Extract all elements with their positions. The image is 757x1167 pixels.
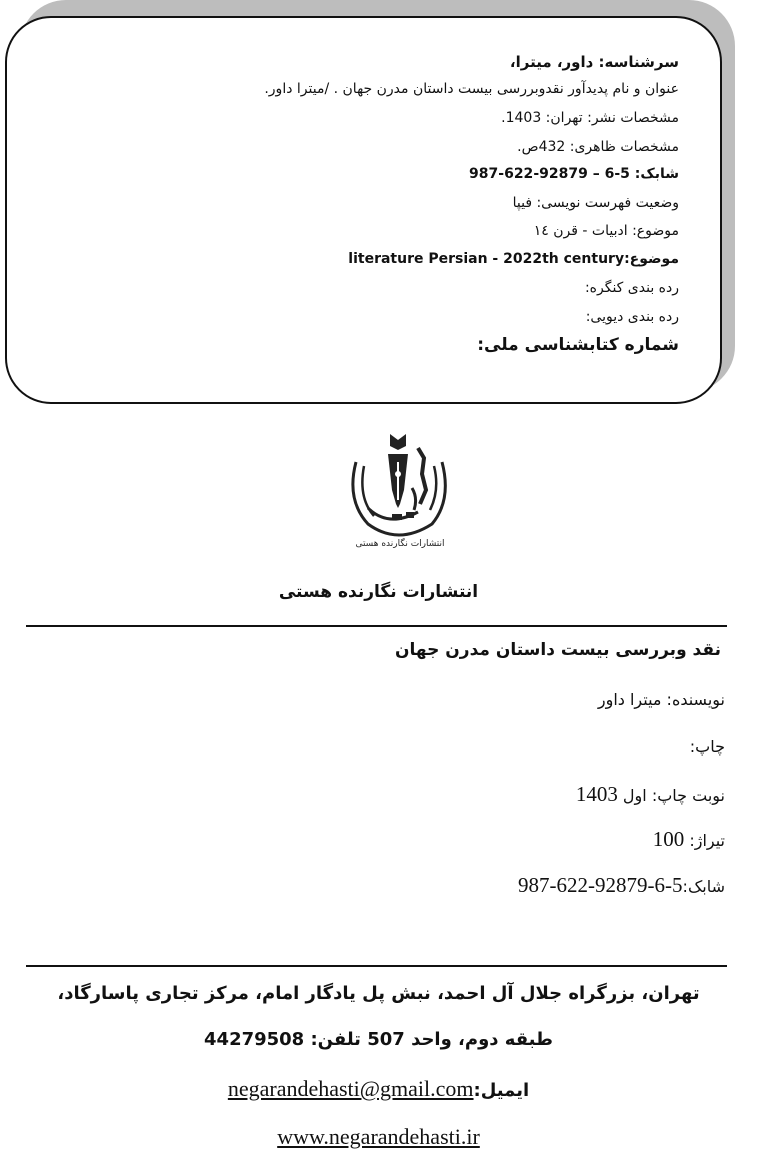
website-link[interactable]: www.negarandehasti.ir (277, 1124, 480, 1149)
cip-dewey-class: رده بندی دیویی: (585, 309, 679, 325)
isbn-value: 5-6-92879-622-987 (518, 873, 683, 897)
cip-title-author: عنوان و نام پدیدآور نقدوبررسی بیست داستان مدرن جهان . /میترا داور. (264, 81, 679, 97)
print-run-line (653, 827, 725, 852)
cip-physical: مشخصات ظاهری: 432ص. (517, 139, 679, 155)
isbn-line (518, 873, 725, 898)
negarande-hasti-logo-icon (338, 428, 462, 553)
print-run-label: تیراژ: (684, 831, 725, 850)
cip-subject-2: موضوع:literature Persian - 2022th century (348, 251, 679, 267)
print-run-value: 100 (652, 827, 685, 851)
author-label: نویسنده: (661, 690, 725, 709)
address-line-2: طبقه دوم، واحد 507 تلفن: 44279508 (204, 1029, 553, 1050)
edition-label: نوبت چاپ: اول (617, 786, 725, 805)
cip-subject-1: موضوع: ادبیات - قرن ١٤ (533, 223, 679, 239)
address-line-1: تهران، بزرگراه جلال آل احمد، نبش پل یادگار امام، مرکز تجاری پاسارگاد، (57, 983, 700, 1004)
edition-line (576, 782, 725, 807)
email-label: ایمیل: (473, 1080, 530, 1101)
email-link[interactable]: negarandehasti@gmail.com (227, 1076, 474, 1101)
cip-isbn: شابک: 5-6 – 92879-622-987 (469, 166, 679, 182)
cip-heading: سرشناسه: داور، میترا، (509, 53, 679, 71)
logo-caption: انتشارات نگارنده هستی (355, 539, 445, 549)
publisher-name: انتشارات نگارنده هستی (278, 582, 479, 602)
cip-congress-class: رده بندی کنگره: (584, 280, 679, 296)
cip-publication: مشخصات نشر: تهران: 1403. (501, 110, 679, 126)
print-line: چاپ: (689, 737, 725, 756)
isbn-label: شابک: (682, 877, 725, 896)
cip-national-number: شماره کتابشناسی ملی: (477, 335, 679, 355)
email-line (0, 1076, 757, 1102)
edition-year: 1403 (575, 782, 618, 806)
cip-cataloging-status: وضعیت فهرست نویسی: فیپا (512, 195, 679, 211)
author-name: میترا داور (597, 690, 662, 709)
top-divider (26, 625, 727, 627)
author-line (598, 690, 725, 709)
bottom-divider (26, 965, 727, 967)
book-title: نقد وبررسی بیست داستان مدرن جهان (395, 640, 721, 660)
